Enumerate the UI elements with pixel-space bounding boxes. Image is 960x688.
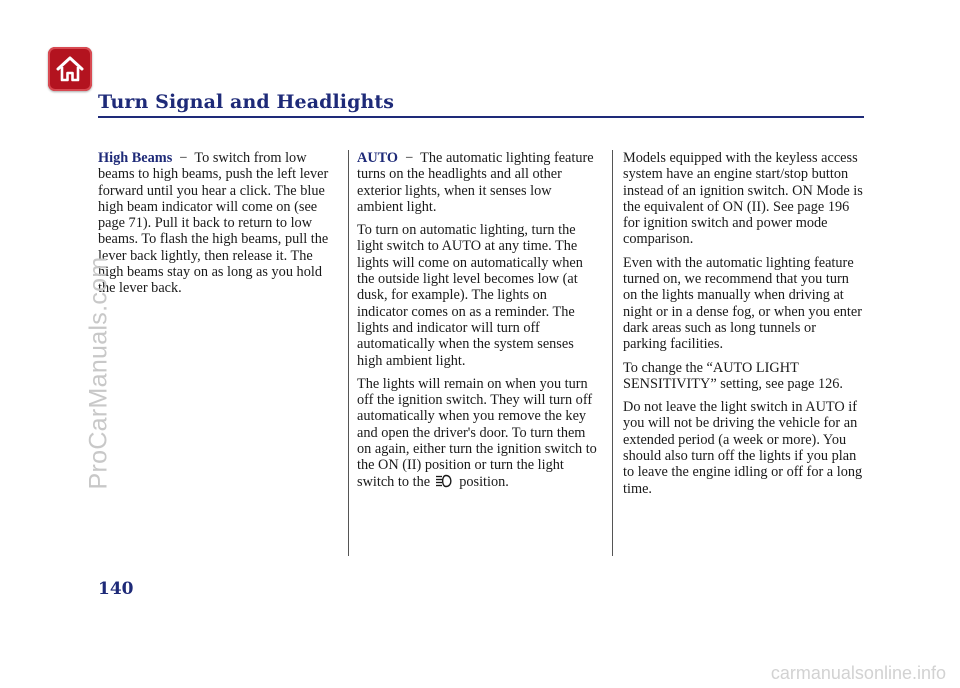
side-watermark: ProCarManuals.com [84,256,113,490]
column-divider-1 [348,150,349,556]
dash: − [179,150,188,166]
high-beams-term: High Beams [98,150,173,166]
auto-paragraph-3 [357,376,597,490]
auto-paragraph [357,150,597,215]
home-icon [55,55,85,83]
auto-term: AUTO [357,150,399,166]
keyless-paragraph: Models equipped with the keyless access system have an engine start/stop button instead of an ignition switch. ON Mode is the equivalent of ON (II). See page 196 for ignition switch and power mode comparison. [623,150,863,248]
headlight-icon [435,474,455,488]
auto-paragraph-3-end: position. [459,473,509,490]
bottom-watermark: carmanualsonline.info [770,663,946,683]
leave-switch-paragraph: Do not leave the light switch in AUTO if you will not be driving the vehicle for an extended period (a week or more). You should also turn off the lights if you plan to leave the engine idling or off for a long time. [623,399,863,497]
column-divider-2 [612,150,613,556]
column-3 [623,150,863,504]
column-2 [357,150,597,497]
recommend-paragraph: Even with the automatic lighting feature turned on, we recommend that you turn on the lights manually when driving at night or in a dense fog, or when you enter dark areas such as long tunnels or parking facilities. [623,254,863,353]
dash: − [405,150,414,166]
auto-text: The automatic lighting feature turns on the headlights and all other exterior lights, when it senses low ambient light. [357,150,594,215]
page-number: 140 [98,579,134,599]
auto-paragraph-2: To turn on automatic lighting, turn the light switch to AUTO at any time. The lights will come on automatically when the outside light level becomes low (at dusk, for example). The lights on indicator comes on as a reminder. The lights and indicator will turn off automatically when the system senses high ambient light. [357,222,583,369]
sensitivity-paragraph: To change the “AUTO LIGHT SENSITIVITY” setting, see page 126. [623,359,843,392]
high-beams-paragraph [98,150,338,297]
column-1 [98,150,338,304]
high-beams-text: To switch from low beams to high beams, push the left lever forward until you hear a click. The blue high beam indicator will come on (see page 71). Pull it back to return to low beams. To flash the high beams, pull the lever back lightly, then release it. The high beams stay on as long as you hold the lever back. [98,150,329,297]
section-title: Turn Signal and Headlights [98,91,395,113]
title-divider [98,116,864,118]
auto-paragraph-3-text: The lights will remain on when you turn off the ignition switch. They will turn off automatically when you remove the key and open the driver's door. To turn them on again, either turn the ignition switch to the ON (II) position or turn the light switch to the [357,375,597,490]
home-button[interactable] [48,47,92,91]
